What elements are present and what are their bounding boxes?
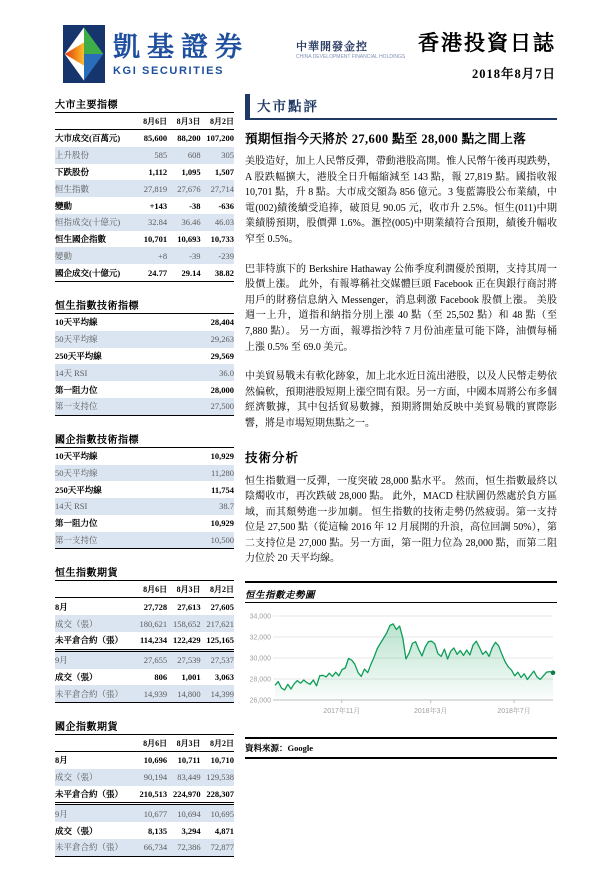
- doc-meta: [418, 27, 556, 82]
- table-row: [55, 822, 234, 839]
- table-value-cell: 129,538: [201, 769, 234, 786]
- table-value-cell: 14,399: [201, 685, 234, 702]
- table-label-cell: 恒生國企指數: [55, 234, 107, 245]
- group-name-en: CHINA DEVELOPMENT FINANCIAL HOLDINGS: [296, 54, 406, 60]
- table-value-cell: 3,294: [181, 825, 201, 836]
- chart-x-axis-label: 2017年11月: [323, 708, 361, 716]
- table-header-row: [55, 735, 234, 752]
- table-label-cell: 9月: [55, 804, 134, 822]
- table-label-cell: 成交（張）: [55, 671, 98, 682]
- chart-y-axis-label: 26,000: [249, 697, 271, 705]
- table-value-cell: 10,733: [210, 234, 234, 245]
- hsi-futures-section: [55, 564, 234, 703]
- hscei-technical-table: [55, 448, 234, 550]
- table-value-cell: 4,871: [214, 825, 234, 836]
- table-value-cell: 27,537: [201, 650, 234, 668]
- table-row: [55, 314, 234, 331]
- column-header: 8月6日: [134, 581, 167, 598]
- chart-y-axis-label: 34,000: [249, 613, 271, 621]
- table-label-cell: 9月: [55, 650, 134, 668]
- table-value-cell: 29.14: [181, 267, 201, 278]
- technical-analysis-paragraph: 恒生指數週一反彈，一度突破 28,000 點水平。 然而，恒生指數最終以陰燭收市，再次跌破 28,000 點。 此外，MACD 柱狀圖仍然處於負方區域，而其頹勢進一步加劇。 恒生指數的技術走勢仍然疲弱。第一支持位是 27,500 點（從這輪 2016 年 12 月展開的升浪，高位回調 50%），第二支持位是 27,000 點。另一方面，第一阻力位為 28,000 點，而第二阻力位於 20 天平均線。: [245, 475, 557, 565]
- commentary-paragraph-3: 中美貿易戰未有軟化跡象，加上北水近日流出港股，以及人民幣走勢依然偏軟，預期港股短期上漲空間有限。另一方面，中國本周將公布多個經濟數據，其中包括貿易數據，預期將開始反映中美貿易戰的實際影響，將是市場短期焦點之一。: [245, 371, 557, 429]
- table-row: [55, 164, 234, 181]
- table-value-cell: 46.03: [201, 214, 234, 231]
- table-label-cell: 10天平均線: [55, 317, 98, 328]
- doc-title: 香港投資日誌: [418, 31, 556, 55]
- table-value-cell: 11,754: [211, 484, 234, 495]
- table-value-cell: -38: [189, 200, 201, 211]
- table-row: [55, 669, 234, 686]
- table-value-cell: 10,696: [143, 755, 168, 766]
- brand-name-cn: 凱基證券: [113, 32, 249, 62]
- chart-y-axis-label: 28,000: [249, 676, 271, 684]
- table-value-cell: 85,600: [143, 133, 168, 144]
- table-label-cell: 變動: [55, 247, 134, 264]
- table-label-cell: 第一阻力位: [55, 384, 98, 395]
- table-value-cell: 38.7: [166, 498, 234, 515]
- chart-area-fill: [275, 624, 553, 700]
- table-label-cell: 未平倉合約（張）: [55, 839, 134, 856]
- market-indicators-table: [55, 113, 234, 282]
- table-label-cell: 未平倉合約（張）: [55, 789, 124, 800]
- table-row: [55, 197, 234, 214]
- table-value-cell: 14,939: [134, 685, 167, 702]
- hscei-technical-section: [55, 431, 234, 550]
- table-value-cell: 10,500: [166, 532, 234, 549]
- table-title: 大市主要指標: [55, 96, 234, 113]
- table-row: [55, 180, 234, 197]
- table-value-cell: 10,711: [177, 755, 201, 766]
- chart-title: 恒生指數走勢圖: [245, 587, 557, 603]
- table-value-cell: 125,165: [206, 635, 234, 646]
- table-label-cell: 大市成交(百萬元): [55, 133, 121, 144]
- table-label-cell: 未平倉合約（張）: [55, 635, 124, 646]
- hsi-technical-section: [55, 297, 234, 416]
- chart-end-dot: [551, 670, 556, 675]
- table-label-cell: 下跌股份: [55, 166, 90, 177]
- table-value-cell: 10,677: [134, 804, 167, 822]
- table-row: [55, 147, 234, 164]
- table-row: [55, 348, 234, 365]
- table-label-cell: 50天平均線: [55, 465, 166, 482]
- chart-source-bar: 資料來源：Google: [245, 737, 557, 759]
- table-value-cell: 107,200: [206, 133, 234, 144]
- table-row: [55, 786, 234, 804]
- table-value-cell: -239: [201, 247, 234, 264]
- table-row: [55, 264, 234, 281]
- table-value-cell: 1,001: [181, 671, 201, 682]
- table-value-cell: 83,449: [167, 769, 200, 786]
- column-header: [55, 735, 134, 752]
- table-title: 恒生指數技術指標: [55, 297, 234, 314]
- table-row: [55, 632, 234, 650]
- table-value-cell: 806: [154, 671, 168, 682]
- commentary-paragraph-2: 巴菲特旗下的 Berkshire Hathaway 公佈季度利潤優於預期，支持其周一股價上漲。 此外，有報導稱社交媒體巨頭 Facebook 正在與銀行商討將用戶的財務信息納入 Messenger，消息刺激 Facebook 股價上漲。 美股週一上升，道指和納指分別上漲 40 點（至 25,502 點）和 48 點（至 7,880 點）。 另一方面，報導指沙特 7 月份油產量可能下降，油價每桶上漲 0.5% 至 69.0 美元。: [245, 263, 557, 353]
- table-value-cell: -636: [218, 200, 234, 211]
- table-row: [55, 685, 234, 702]
- table-value-cell: 608: [167, 147, 200, 164]
- table-value-cell: 10,695: [201, 804, 234, 822]
- table-value-cell: 36.46: [167, 214, 200, 231]
- column-header: [55, 581, 134, 598]
- table-value-cell: 217,621: [201, 615, 234, 632]
- table-value-cell: 3,063: [214, 671, 234, 682]
- table-value-cell: 27,728: [143, 601, 168, 612]
- table-row: [55, 381, 234, 398]
- table-value-cell: 10,929: [210, 451, 234, 462]
- table-title: 國企指數技術指標: [55, 431, 234, 448]
- commentary-paragraph-1: 美股造好，加上人民幣反彈，帶動港股高開。惟人民幣午後再現跌勢，A 股跌幅擴大，港股全日升幅縮減至 143 點，報 27,819 點。國指收報 10,701 點，升 8 點。大市成交額為 856 億元。3 隻藍籌股公布業績，中電(002)績後續受追捧，破頂見 90.05 元，收市升 2.5%。恒生(011)中期業績勝預期，股價彈 1.6%。滙控(005)中期業績符合預期，績後升幅收窄至 0.5%。: [245, 156, 557, 245]
- hscei-futures-table: [55, 735, 234, 857]
- table-value-cell: 10,710: [210, 755, 234, 766]
- table-value-cell: 27,676: [167, 180, 200, 197]
- left-column: [55, 96, 234, 872]
- table-label-cell: 恒指成交(十億元): [55, 214, 134, 231]
- table-label-cell: 未平倉合約（張）: [55, 685, 134, 702]
- table-value-cell: 27,500: [166, 398, 234, 415]
- table-row: [55, 498, 234, 515]
- table-label-cell: 第一阻力位: [55, 518, 98, 529]
- table-value-cell: 228,307: [206, 789, 234, 800]
- brand-name-en: KGI SECURITIES: [113, 65, 225, 77]
- table-value-cell: +8: [134, 247, 167, 264]
- table-label-cell: 250天平均線: [55, 350, 102, 361]
- table-row: [55, 515, 234, 532]
- kgi-logo-icon: [63, 25, 105, 83]
- right-column: [245, 94, 557, 759]
- table-value-cell: 27,714: [201, 180, 234, 197]
- column-header: 8月3日: [167, 735, 200, 752]
- column-header: 8月3日: [167, 113, 200, 130]
- hsi-futures-table: [55, 581, 234, 703]
- table-label-cell: 成交（張）: [55, 615, 134, 632]
- table-row: [55, 130, 234, 147]
- table-row: [55, 231, 234, 248]
- table-value-cell: 36.0: [166, 364, 234, 381]
- table-value-cell: 27,819: [134, 180, 167, 197]
- table-value-cell: 224,970: [172, 789, 201, 800]
- table-label-cell: 第一支持位: [55, 398, 166, 415]
- doc-date: 2018年8月7日: [471, 67, 556, 81]
- table-value-cell: 122,429: [172, 635, 201, 646]
- column-header: [55, 113, 134, 130]
- table-row: [55, 331, 234, 348]
- table-value-cell: 88,200: [177, 133, 201, 144]
- table-row: [55, 769, 234, 786]
- table-value-cell: 72,386: [167, 839, 200, 856]
- brand-block: [113, 32, 249, 77]
- table-title: 恒生指數期貨: [55, 564, 234, 581]
- table-value-cell: 24.77: [148, 267, 168, 278]
- table-row: [55, 247, 234, 264]
- table-header-row: [55, 113, 234, 130]
- table-value-cell: 8,135: [148, 825, 168, 836]
- table-row: [55, 398, 234, 415]
- column-header: 8月2日: [201, 735, 234, 752]
- table-row: [55, 481, 234, 498]
- table-row: [55, 448, 234, 465]
- table-value-cell: 1,112: [148, 166, 168, 177]
- table-label-cell: 10天平均線: [55, 451, 98, 462]
- table-row: [55, 532, 234, 549]
- table-label-cell: 國企成交(十億元): [55, 267, 121, 278]
- table-value-cell: 27,613: [177, 601, 201, 612]
- chart-y-axis-label: 32,000: [249, 634, 271, 642]
- column-header: 8月3日: [167, 581, 200, 598]
- commentary-headline: 預期恒指今天將於 27,600 點至 28,000 點之間上落: [245, 132, 527, 146]
- table-value-cell: 10,693: [177, 234, 201, 245]
- column-header: 8月6日: [134, 735, 167, 752]
- table-row: [55, 364, 234, 381]
- table-label-cell: 變動: [55, 200, 73, 211]
- hscei-futures-section: [55, 718, 234, 857]
- column-header: 8月2日: [201, 113, 234, 130]
- table-value-cell: 114,234: [140, 635, 168, 646]
- table-label-cell: 14天 RSI: [55, 364, 166, 381]
- table-value-cell: 29,263: [166, 331, 234, 348]
- table-label-cell: 50天平均線: [55, 331, 166, 348]
- table-row: [55, 752, 234, 769]
- table-value-cell: 10,929: [210, 518, 234, 529]
- group-block: [296, 38, 406, 60]
- table-label-cell: 成交（張）: [55, 769, 134, 786]
- hsi-chart-svg: [245, 610, 557, 728]
- table-value-cell: 27,539: [167, 650, 200, 668]
- table-value-cell: 28,000: [210, 384, 234, 395]
- table-value-cell: 305: [201, 147, 234, 164]
- table-value-cell: 27,605: [210, 601, 234, 612]
- chart-x-axis-label: 2018年3月: [413, 708, 448, 716]
- table-row: [55, 465, 234, 482]
- section-title-market-commentary: 大市點評: [245, 94, 557, 120]
- table-row: [55, 598, 234, 615]
- table-header-row: [55, 581, 234, 598]
- table-label-cell: 14天 RSI: [55, 498, 166, 515]
- table-value-cell: 180,621: [134, 615, 167, 632]
- table-value-cell: 1,095: [181, 166, 201, 177]
- table-value-cell: 28,404: [210, 317, 234, 328]
- column-header: 8月6日: [134, 113, 167, 130]
- table-value-cell: 90,194: [134, 769, 167, 786]
- table-title: 國企指數期貨: [55, 718, 234, 735]
- table-label-cell: 上升股份: [55, 147, 134, 164]
- table-value-cell: 10,694: [167, 804, 200, 822]
- table-label-cell: 8月: [55, 601, 68, 612]
- table-row: [55, 804, 234, 822]
- table-value-cell: 27,655: [134, 650, 167, 668]
- table-label-cell: 8月: [55, 755, 68, 766]
- table-value-cell: 72,877: [201, 839, 234, 856]
- table-value-cell: 29,569: [210, 350, 234, 361]
- table-label-cell: 恒生指數: [55, 180, 134, 197]
- table-value-cell: +143: [149, 200, 168, 211]
- table-row: [55, 650, 234, 668]
- table-row: [55, 839, 234, 856]
- table-row: [55, 615, 234, 632]
- table-value-cell: 32.84: [134, 214, 167, 231]
- report-header: [0, 0, 612, 95]
- technical-analysis-title: 技術分析: [245, 450, 300, 465]
- table-value-cell: 210,513: [139, 789, 168, 800]
- hsi-chart-section: [245, 581, 557, 759]
- table-value-cell: 66,734: [134, 839, 167, 856]
- market-indicators-section: [55, 96, 234, 282]
- table-value-cell: -39: [167, 247, 200, 264]
- table-value-cell: 38.82: [214, 267, 234, 278]
- table-value-cell: 11,280: [166, 465, 234, 482]
- table-label-cell: 第一支持位: [55, 532, 166, 549]
- table-value-cell: 158,652: [167, 615, 200, 632]
- column-header: 8月2日: [201, 581, 234, 598]
- table-row: [55, 214, 234, 231]
- table-label-cell: 成交（張）: [55, 825, 98, 836]
- table-label-cell: 250天平均線: [55, 484, 102, 495]
- chart-x-axis-label: 2018年7月: [497, 708, 531, 716]
- table-value-cell: 10,701: [143, 234, 168, 245]
- group-name-cn: 中華開發金控: [296, 41, 368, 53]
- table-value-cell: 585: [134, 147, 167, 164]
- table-value-cell: 1,507: [214, 166, 234, 177]
- chart-y-axis-label: 30,000: [249, 655, 271, 663]
- hsi-technical-table: [55, 314, 234, 416]
- table-value-cell: 14,800: [167, 685, 200, 702]
